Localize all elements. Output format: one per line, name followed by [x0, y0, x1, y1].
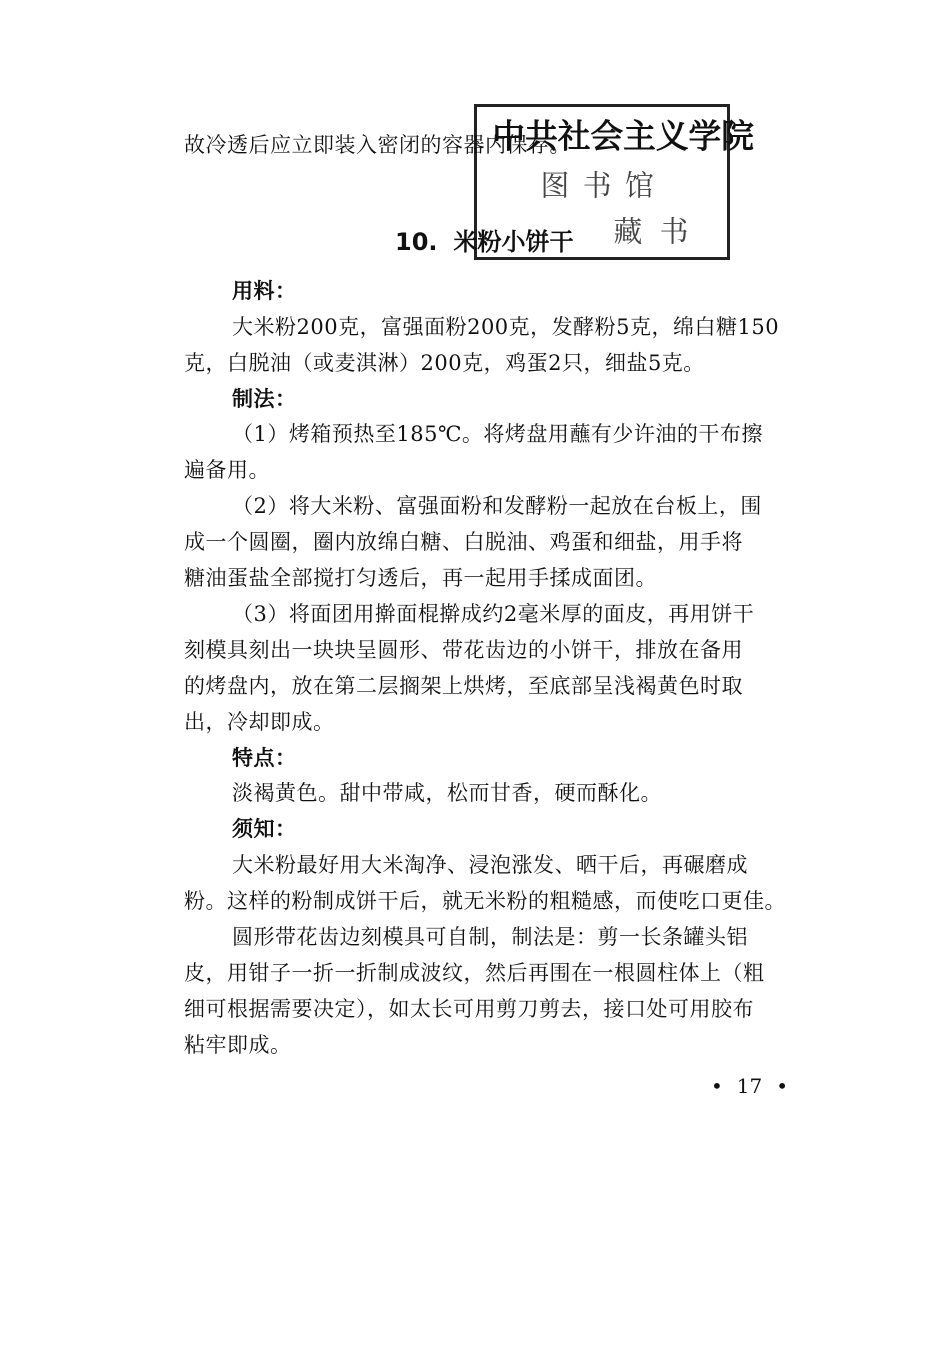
page-number-value: 17: [736, 1074, 763, 1098]
text-line: 刻模具刻出一块块呈圆形、带花齿边的小饼干，排放在备用: [184, 638, 743, 662]
text-line: （2）将大米粉、富强面粉和发酵粉一起放在台板上，围: [232, 494, 762, 518]
text-line: 大米粉最好用大米淘净、浸泡涨发、晒干后，再碾磨成: [232, 853, 748, 877]
stamp-line-1: 中共社会主义学院: [492, 117, 754, 156]
text-line: （3）将面团用擀面棍擀成约2毫米厚的面皮，再用饼干: [232, 602, 755, 626]
section-title: [395, 222, 574, 257]
text-line: 粉。这样的粉制成饼干后，就无米粉的粗糙感，而使吃口更佳。: [184, 889, 786, 913]
text-line: 成一个圆圈，圈内放绵白糖、白脱油、鸡蛋和细盐，用手将: [184, 530, 743, 554]
subheading-features: 特点：: [232, 746, 297, 770]
stamp-line-3: 藏书: [613, 214, 706, 249]
subheading-ingredients: 用料：: [232, 279, 297, 303]
subheading-notes: 须知：: [232, 817, 297, 841]
text-line: （1）烤箱预热至185℃。将烤盘用蘸有少许油的干布擦: [232, 422, 763, 446]
text-line: 故冷透后应立即装入密闭的容器内保存。: [184, 133, 571, 157]
section-number: 10.: [395, 228, 438, 256]
page-number: • 17 •: [711, 1074, 789, 1098]
text-line: 粘牢即成。: [184, 1033, 292, 1057]
text-line: 的烤盘内，放在第二层搁架上烘烤，至底部呈浅褐黄色时取: [184, 674, 743, 698]
text-line: 出，冷却即成。: [184, 710, 335, 734]
stamp-line-2: 图书馆: [540, 168, 668, 203]
text-line: 大米粉200克，富强面粉200克，发酵粉5克，绵白糖150: [232, 315, 780, 339]
text-line: 圆形带花齿边刻模具可自制，制法是：剪一长条罐头铝: [232, 925, 748, 949]
text-line: 皮，用钳子一折一折制成波纹，然后再围在一根圆柱体上（粗: [184, 961, 765, 985]
text-line: 克，白脱油（或麦淇淋）200克，鸡蛋2只，细盐5克。: [184, 351, 705, 375]
subheading-method: 制法：: [232, 387, 297, 411]
text-line: 细可根据需要决定），如太长可用剪刀剪去，接口处可用胶布: [184, 997, 754, 1021]
text-line: 淡褐黄色。甜中带咸，松而甘香，硬而酥化。: [232, 781, 662, 805]
section-title-text: 米粉小饼干: [453, 228, 574, 256]
text-line: 遍备用。: [184, 458, 270, 482]
text-line: 糖油蛋盐全部搅打匀透后，再一起用手揉成面团。: [184, 566, 657, 590]
